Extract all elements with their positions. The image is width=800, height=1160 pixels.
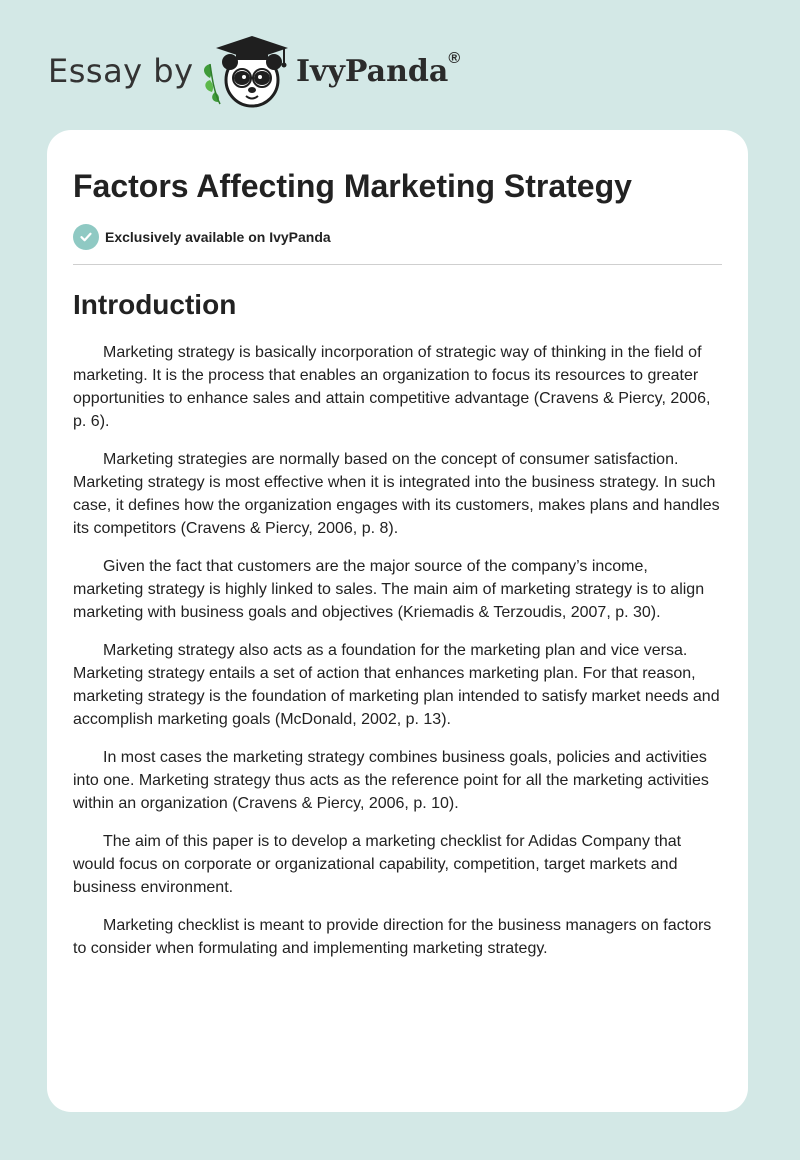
title-divider [73,264,722,265]
paragraph: Marketing strategy also acts as a foundation for the marketing plan and vice versa. Marketing strategy entails a set of action that enhances marketing plan. For that reason, marketing strategy is the foundation of marketing plan intended to satisfy market needs and accomplish marketing goals (McDonald, 2002, p. 13). [73,642,720,728]
essay-by-label: Essay by [48,52,194,90]
article-card [47,130,748,1112]
paragraph: Given the fact that customers are the major source of the company’s income, marketing strategy is highly linked to sales. The main aim of marketing strategy is to align marketing with business goals and objectives (Kriemadis & Terzoudis, 2007, p. 30). [73,558,705,621]
paragraph: Marketing checklist is meant to provide direction for the business managers on factors to consider when formulating and implementing marketing strategy. [73,917,712,957]
site-header [48,34,508,110]
brand-name: IvyPanda® [296,50,461,89]
paragraph: Marketing strategies are normally based on the concept of consumer satisfaction. Marketing strategy is most effective when it is integrated into the business strategy. In such case, it defines how the organization engages with its customers, makes plans and handles its competitors (Cravens & Piercy, 2006, p. 8). [73,451,720,537]
article-title: Factors Affecting Marketing Strategy [73,168,632,204]
check-circle-icon [73,224,99,250]
exclusive-badge [73,224,722,250]
panda-graduate-icon [200,34,294,110]
paragraph: In most cases the marketing strategy combines business goals, policies and activities into one. Marketing strategy thus acts as the reference point for all the marketing activities within an organization (Cravens & Piercy, 2006, p. 10). [73,749,709,812]
exclusive-label: Exclusively available on IvyPanda [105,229,331,245]
article-body [73,341,722,960]
section-heading-introduction: Introduction [73,289,237,320]
paragraph: The aim of this paper is to develop a marketing checklist for Adidas Company that would focus on corporate or organizational capability, competition, target markets and business environment. [73,833,682,896]
paragraph: Marketing strategy is basically incorporation of strategic way of thinking in the field of marketing. It is the process that enables an organization to focus its resources to greater opportunities to enhance sales and attain competitive advantage (Cravens & Piercy, 2006, p. 6). [73,344,711,430]
registered-mark: ® [448,50,461,67]
